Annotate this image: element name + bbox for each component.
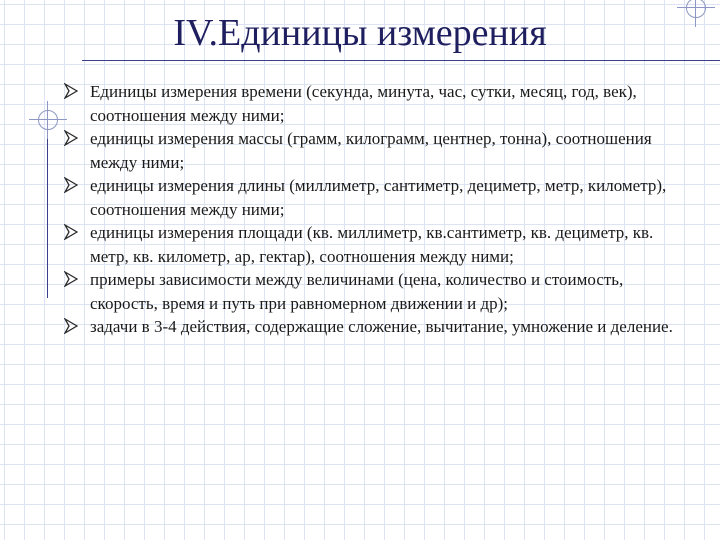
bullet-list [64,80,684,339]
arrowhead-bullet-icon [64,177,78,193]
bullet-item [64,221,684,268]
bullet-text: задачи в 3-4 действия, содержащие сложение, вычитание, умножение и деление. [90,317,673,336]
arrowhead-bullet-icon [64,271,78,287]
bullet-item [64,127,684,174]
slide-title: IV.Единицы измерения [173,12,547,54]
bullet-item [64,268,684,315]
title-divider [82,60,720,61]
bullet-text: единицы измерения массы (грамм, килограмм, центнер, тонна), соотношения между ними; [90,129,652,172]
arrowhead-bullet-icon [64,130,78,146]
bullet-text: единицы измерения площади (кв. миллиметр, кв.сантиметр, кв. дециметр, кв. метр, кв. километр, ар, гектар), соотношения между ними; [90,223,654,266]
arrowhead-bullet-icon [64,318,78,334]
bullet-text: Единицы измерения времени (секунда, минута, час, сутки, месяц, год, век), соотношения между ними; [90,82,637,125]
bullet-text: примеры зависимости между величинами (цена, количество и стоимость, скорость, время и путь при равномерном движении и др); [90,270,624,313]
bullet-item [64,80,684,127]
bullet-item [64,315,684,339]
arrowhead-bullet-icon [64,224,78,240]
arrowhead-bullet-icon [64,83,78,99]
bullet-text: единицы измерения длины (миллиметр, сантиметр, дециметр, метр, километр), соотношения между ними; [90,176,667,219]
crosshair-decoration-icon [38,110,58,130]
bullet-item [64,174,684,221]
